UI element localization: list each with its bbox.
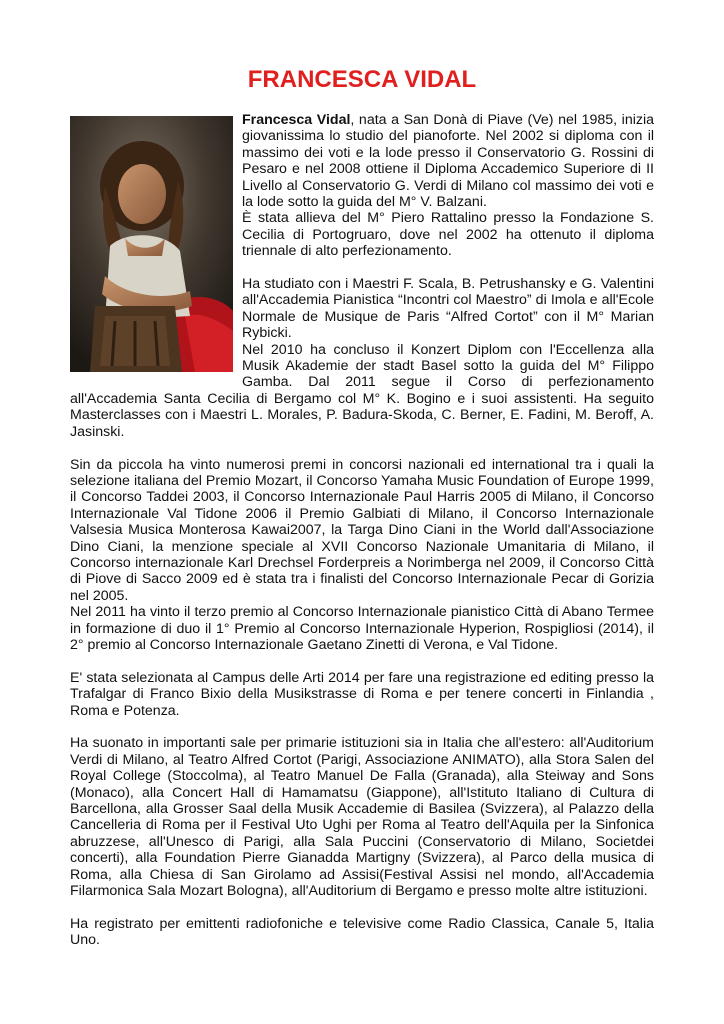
bio-paragraph-5: Sin da piccola ha vinto numerosi premi in concorsi nazionali ed international tra i quali la selezione italiana del Premio Mozart, il Concorso Yamaha Music Foundation of Europe 1999, il Concorso Taddei 2003, il Concorso Internazionale Paul Harris 2005 di Milano, il Concorso Internazionale Val Tidone 2006 il Premio Galbiati di Milano, il Concorso Internazionale Valsesia Musica Monterosa Kawai2007, la Targa Dino Ciani in the World dall'Associazione Dino Ciani, la menzione speciale al XVII Concorso Nazionale Umanitaria di Milano, il Concorso internazionale Karl Drechsel Forderpreis a Norimberga nel 2009, il Concorso Città di Piove di Sacco 2009 ed è stata tra i finalisti del Concorso Internazionale Pecar di Gorizia nel 2005. xyxy=(70,456,654,604)
bio-paragraph-6: Nel 2011 ha vinto il terzo premio al Concorso Internazionale pianistico Città di Abano Termee in formazione di duo il 1° Premio al Concorso Internazionale Hyperion, Rospigliosi (2014), il 2° premio al Concorso Internazionale Gaetano Zinetti di Verona, e Val Tidone. xyxy=(70,604,654,653)
portrait-photo xyxy=(70,116,233,372)
biography-text xyxy=(70,112,654,949)
artist-name: Francesca Vidal xyxy=(242,112,351,128)
bio-paragraph-9: Ha registrato per emittenti radiofoniche e televisive come Radio Classica, Canale 5, Italia Uno. xyxy=(70,915,654,949)
portrait-icon xyxy=(70,116,233,372)
bio-paragraph-3: Ha studiato con i Maestri F. Scala, B. Petrushansky e G. Valentini all'Accademia Pianistica “Incontri col Maestro” di Imola e all'Ecole Normale de Musique de Paris “Alfred Cortot” con il M° Marian Rybicki. xyxy=(242,276,654,342)
bio-paragraph-8: Ha suonato in importanti sale per primarie istituzioni sia in Italia che all'estero: all'Auditorium Verdi di Milano, al Teatro Alfred Cortot (Parigi, Associazione ANIMATO), alla Stora Salen del Royal College (Stoccolma), al Teatro Manuel De Falla (Granada), alla Steiway and Sons (Monaco), alla Concert Hall di Hamamatsu (Giappone), all'Istituto Italiano di Cultura di Barcellona, alla Grosser Saal della Musik Accademie di Basilea (Svizzera), al Palazzo della Cancelleria di Roma per il Festival Uto Ughi per Roma al Teatro dell'Aquila per la Sinfonica abruzzese, all'Unesco di Parigi, alla Sala Puccini (Conservatorio di Milano, Societdei concerti), alla Foundation Pierre Gianadda Martigny (Svizzera), al Parco della musica di Roma, alla Chiesa di San Girolamo ad Assisi(Festival Assisi nel mondo, all'Accademia Filarmonica Sala Mozart Bologna), all'Auditorium di Bergamo e presso molte altre istituzioni. xyxy=(70,735,654,900)
bio-paragraph-1-text: , nata a San Donà di Piave (Ve) nel 1985, inizia giovanissima lo studio del pianoforte. Nel 2002 si diploma con il massimo dei voti e la lode presso il Conservatorio G. Rossini di Pesaro e nel 2008 ottiene il Diploma Accademico Superiore di II Livello al Conservatorio G. Verdi di Milano col massimo dei voti e la lode sotto la guida del M° V. Balzani. xyxy=(242,112,654,211)
bio-paragraph-2: È stata allieva del M° Piero Rattalino presso la Fondazione S. Cecilia di Portogruaro, dove nel 2002 ha ottenuto il diploma triennale di alto perfezionamento. xyxy=(242,210,654,260)
page-title: FRANCESCA VIDAL xyxy=(247,66,477,93)
bio-paragraph-4: Nel 2010 ha concluso il Konzert Diplom con l'Eccellenza alla Musik Akademie der stadt Basel sotto la guida del M° Filippo Gamba. Dal 2011 segue il Corso di perfezionamento all'Accademia Santa Cecilia di Bergamo col M° K. Bogino e i suoi assistenti. Ha seguito Masterclasses con i Maestri L. Morales, P. Badura-Skoda, C. Berner, E. Fadini, M. Beroff, A. Jasinski. xyxy=(70,341,654,440)
bio-paragraph-7: E' stata selezionata al Campus delle Arti 2014 per fare una registrazione ed editing presso la Trafalgar di Franco Bixio della Musikstrasse di Roma e per tenere concerti in Finlandia , Roma e Potenza. xyxy=(70,669,654,719)
